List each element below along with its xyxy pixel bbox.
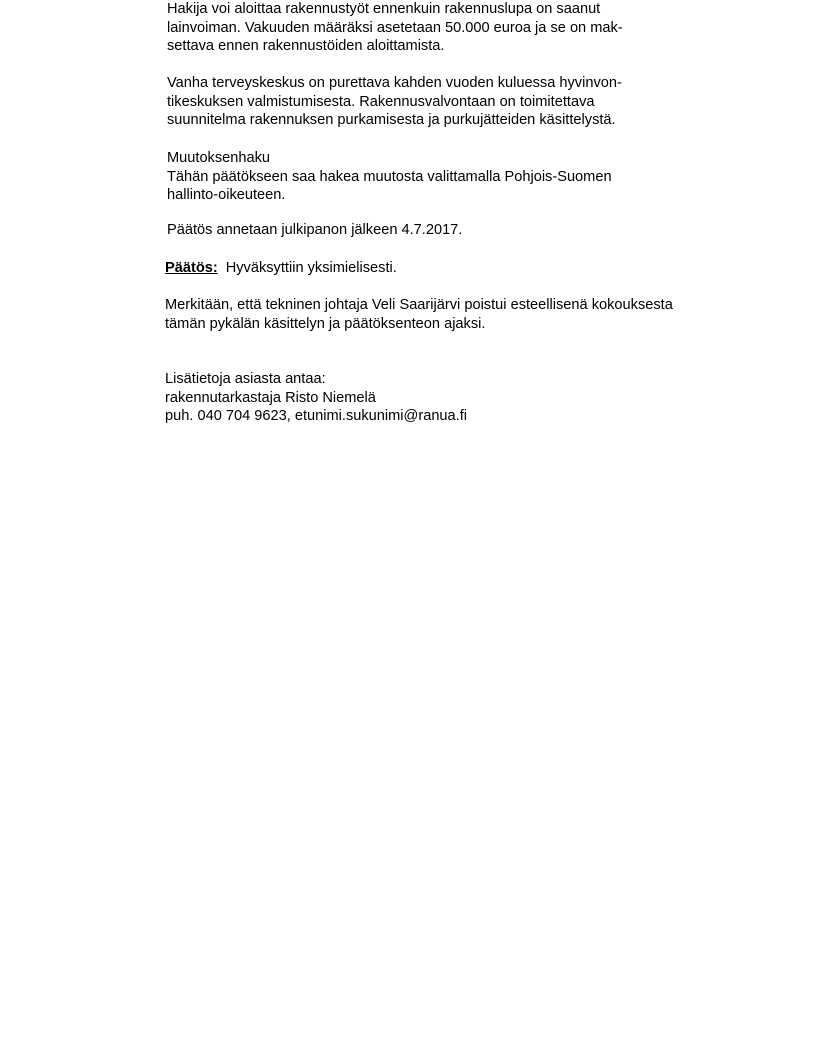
contact-heading: Lisätietoja asiasta antaa: xyxy=(165,371,326,387)
text-line: Päätös annetaan julkipanon jälkeen 4.7.2017. xyxy=(167,222,463,238)
paragraph-building-permit xyxy=(167,0,623,56)
contact-person: rakennutarkastaja Risto Niemelä xyxy=(165,389,376,406)
text-line: Merkitään, että tekninen johtaja Veli Saarijärvi poistui esteellisenä kokouksesta xyxy=(165,297,673,313)
decision-label: Päätös: xyxy=(165,260,218,276)
text-line: hallinto-oikeuteen. xyxy=(167,187,286,203)
text-line: settava ennen rakennustöiden aloittamista. xyxy=(167,38,445,54)
decision-text: Hyväksyttiin yksimielisesti. xyxy=(225,260,397,276)
text-line: Hakija voi aloittaa rakennustyöt ennenkuin rakennuslupa on saanut xyxy=(167,1,601,17)
paragraph-demolition xyxy=(167,74,622,130)
contact-details: puh. 040 704 9623, etunimi.sukunimi@ranua.fi xyxy=(165,408,468,424)
text-line: tämän pykälän käsittelyn ja päätöksenteon ajaksi. xyxy=(165,315,486,332)
text-line: lainvoiman. Vakuuden määräksi asetetaan 50.000 euroa ja se on mak- xyxy=(167,19,623,36)
text-line: tikeskuksen valmistumisesta. Rakennusvalvontaan on toimitettava xyxy=(167,93,595,110)
decision-row xyxy=(165,259,397,278)
text-line: Tähän päätökseen saa hakea muutosta valittamalla Pohjois-Suomen xyxy=(167,168,612,185)
appeal-section xyxy=(167,149,612,205)
recusal-note xyxy=(165,296,673,333)
appeal-heading: Muutoksenhaku xyxy=(167,150,271,166)
contact-info xyxy=(165,370,467,426)
issuance-statement xyxy=(167,221,462,240)
text-line: suunnitelma rakennuksen purkamisesta ja purkujätteiden käsittelystä. xyxy=(167,112,616,128)
text-line: Vanha terveyskeskus on purettava kahden vuoden kuluessa hyvinvon- xyxy=(167,75,622,91)
